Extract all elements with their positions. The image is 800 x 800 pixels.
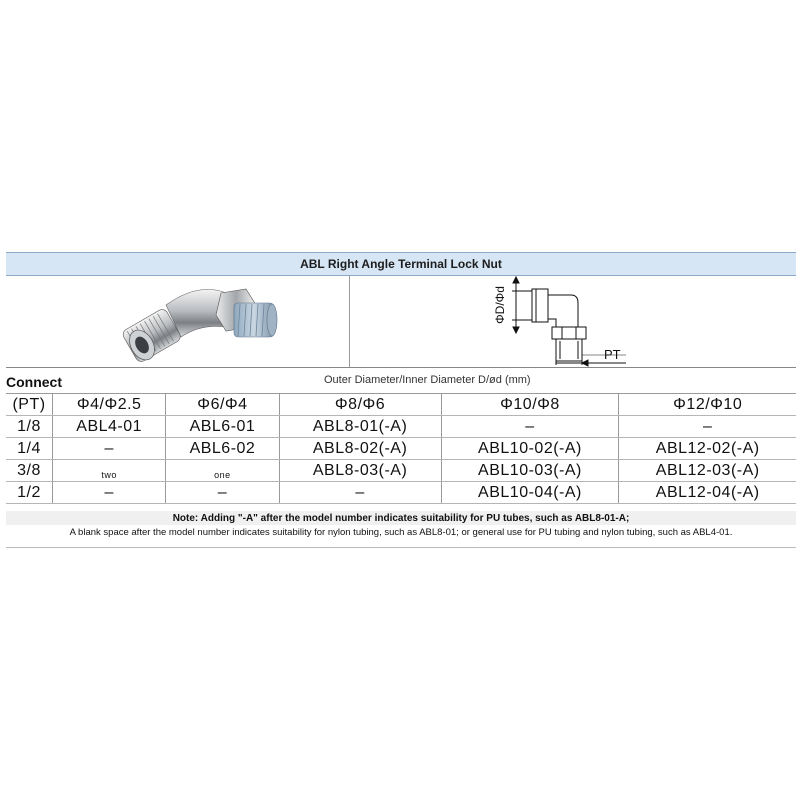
spec-table — [6, 393, 796, 504]
connect-label: Connect — [6, 374, 62, 390]
table-cell: ABL10-02(-A) — [441, 438, 619, 460]
note-nylon-tubing: A blank space after the model number indicates suitability for nylon tubing, such as ABL8-01; or general use for PU tubing and nylon tubing, such as ABL4-01. — [69, 527, 733, 538]
table-cell — [166, 460, 279, 482]
table-cell: ABL8-01(-A) — [279, 416, 441, 438]
table-cell: ABL10-03(-A) — [441, 460, 619, 482]
table-cell: ABL10-04(-A) — [441, 482, 619, 504]
table-row — [6, 460, 796, 482]
panel-title: ABL Right Angle Terminal Lock Nut — [6, 252, 796, 276]
table-cell: – — [53, 482, 166, 504]
note-pu-tubes: Note: Adding "-A" after the model number indicates suitability for PU tubes, such as ABL8-01-A; — [6, 511, 796, 525]
table-cell: ABL12-04(-A) — [619, 482, 796, 504]
table-row — [6, 482, 796, 504]
table-cell: 3/8 — [6, 460, 53, 482]
table-header-row — [6, 367, 796, 394]
bottom-divider — [6, 547, 796, 548]
table-cell: 1/8 — [6, 416, 53, 438]
table-row — [6, 416, 796, 438]
table-cell-text: one — [214, 469, 231, 480]
table-cell: ABL12-03(-A) — [619, 460, 796, 482]
table-cell: ABL12-02(-A) — [619, 438, 796, 460]
table-row — [6, 438, 796, 460]
table-cell: ABL4-01 — [53, 416, 166, 438]
column-header: (PT) — [6, 394, 53, 416]
dim-label: ΦD/Φd — [493, 286, 507, 324]
column-header: Φ6/Φ4 — [166, 394, 279, 416]
table-cell: – — [166, 482, 279, 504]
table-cell: – — [53, 438, 166, 460]
vertical-divider — [349, 275, 350, 375]
table-cell — [53, 460, 166, 482]
table-cell: 1/2 — [6, 482, 53, 504]
column-header: Φ10/Φ8 — [441, 394, 619, 416]
table-cell: ABL8-02(-A) — [279, 438, 441, 460]
product-image-area — [6, 275, 796, 367]
technical-drawing — [486, 275, 646, 367]
table-column-header-row — [6, 394, 796, 416]
table-cell-text: two — [101, 469, 117, 480]
spec-panel — [6, 248, 796, 550]
column-header: Φ4/Φ2.5 — [53, 394, 166, 416]
column-header: Φ12/Φ10 — [619, 394, 796, 416]
product-photo — [106, 275, 286, 367]
table-cell: 1/4 — [6, 438, 53, 460]
table-cell: ABL6-01 — [166, 416, 279, 438]
outer-inner-diameter-label: Outer Diameter/Inner Diameter D/ød (mm) — [324, 374, 531, 386]
table-cell: ABL8-03(-A) — [279, 460, 441, 482]
pt-label: PT — [604, 347, 621, 362]
table-cell: – — [441, 416, 619, 438]
table-cell: ABL6-02 — [166, 438, 279, 460]
table-cell: – — [279, 482, 441, 504]
table-cell: – — [619, 416, 796, 438]
column-header: Φ8/Φ6 — [279, 394, 441, 416]
